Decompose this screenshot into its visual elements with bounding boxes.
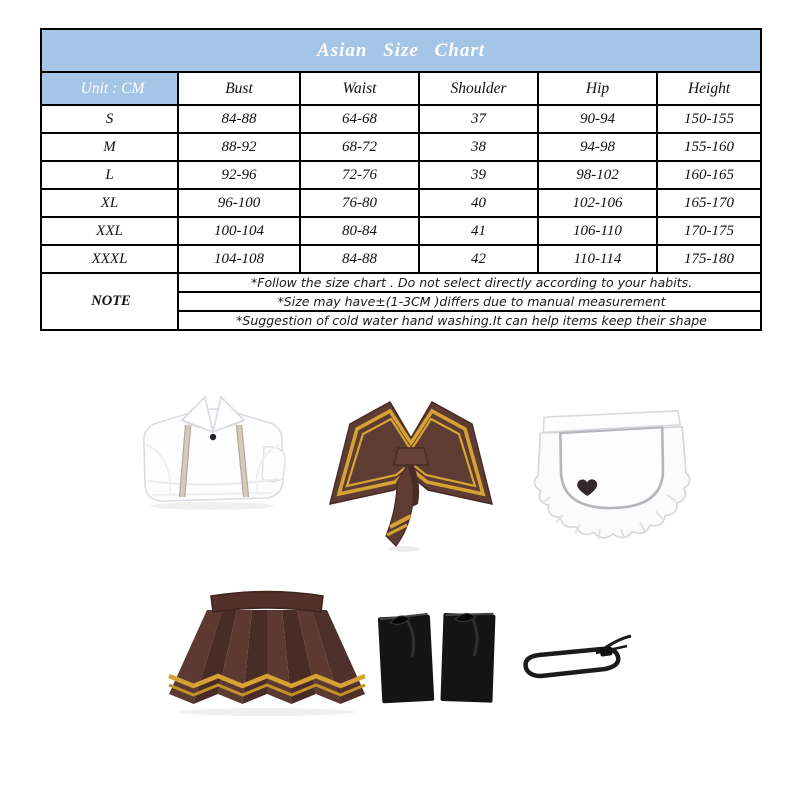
note-row [41,273,761,292]
column-header-bust: Bust [178,72,300,105]
size-row-s [41,105,761,133]
bust-value: 100-104 [178,217,300,245]
white-shirt-photo [112,385,317,550]
note-line-1: *Follow the size chart . Do not select directly according to your habits. [178,273,761,292]
waist-value: 76-80 [300,189,419,217]
waist-value: 72-76 [300,161,419,189]
column-header-hip: Hip [538,72,657,105]
size-label: XXL [41,217,178,245]
bust-value: 88-92 [178,133,300,161]
shirt-shadow [150,502,274,510]
height-value: 150-155 [657,105,761,133]
note-label: NOTE [41,273,178,330]
note-line-3: *Suggestion of cold water hand washing.It can help items keep their shape [178,311,761,330]
waist-value: 84-88 [300,245,419,273]
shirt-body [144,409,283,501]
note-line-2: *Size may have±(1-3CM )differs due to manual measurement [178,292,761,311]
size-row-xxxl [41,245,761,273]
bust-value: 84-88 [178,105,300,133]
title-row [41,29,761,72]
apron-photo [517,392,705,550]
height-value: 170-175 [657,217,761,245]
bust-value: 96-100 [178,189,300,217]
height-value: 155-160 [657,133,761,161]
size-label: L [41,161,178,189]
hip-value: 90-94 [538,105,657,133]
arm-sleeves-photo [372,602,507,710]
right-sleeve [440,612,495,703]
collar-shadow [388,546,420,552]
column-header-shoulder: Shoulder [419,72,538,105]
bust-value: 92-96 [178,161,300,189]
waist-value: 68-72 [300,133,419,161]
hip-value: 110-114 [538,245,657,273]
bust-value: 104-108 [178,245,300,273]
size-chart-table [40,28,762,331]
choker-knot [600,646,613,657]
sailor-collar-photo [312,386,504,558]
shoulder-value: 39 [419,161,538,189]
waist-value: 80-84 [300,217,419,245]
waist-value: 64-68 [300,105,419,133]
left-sleeve [378,614,434,704]
height-value: 175-180 [657,245,761,273]
column-header-waist: Waist [300,72,419,105]
apron-panel [560,427,663,509]
skirt-pleats [169,610,365,704]
height-value: 160-165 [657,161,761,189]
shoulder-value: 41 [419,217,538,245]
size-label: XL [41,189,178,217]
choker-photo [508,628,636,690]
hip-value: 102-106 [538,189,657,217]
shoulder-value: 40 [419,189,538,217]
hip-value: 94-98 [538,133,657,161]
size-label: S [41,105,178,133]
tie-knot [394,448,428,465]
shoulder-value: 37 [419,105,538,133]
shirt-button [210,434,216,440]
size-chart-title: Asian Size Chart [41,29,761,72]
height-value: 165-170 [657,189,761,217]
header-row [41,72,761,105]
size-label: M [41,133,178,161]
skirt-waistband [211,592,323,613]
hip-value: 106-110 [538,217,657,245]
size-row-l [41,161,761,189]
shoulder-value: 42 [419,245,538,273]
column-header-height: Height [657,72,761,105]
hip-value: 98-102 [538,161,657,189]
size-row-xxl [41,217,761,245]
shoulder-value: 38 [419,133,538,161]
size-label: XXXL [41,245,178,273]
skirt-photo [155,582,380,722]
skirt-shadow [179,708,355,716]
unit-label: Unit : CM [41,72,178,105]
size-row-m [41,133,761,161]
shirt-cuff [262,447,285,482]
size-row-xl [41,189,761,217]
